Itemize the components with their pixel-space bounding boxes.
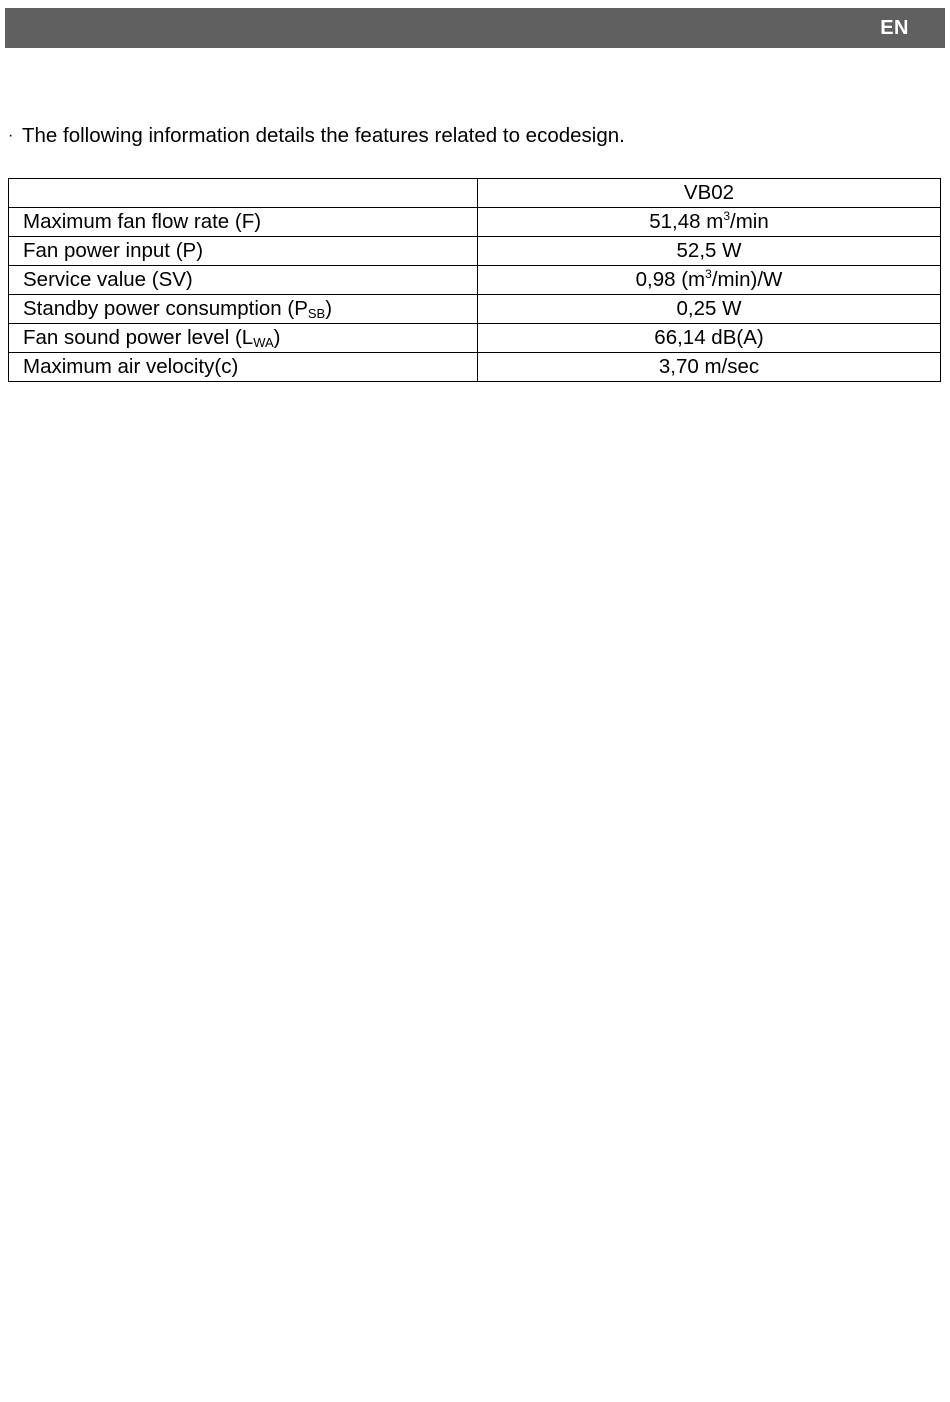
value-superscript: 3 [723,209,731,223]
row-value: 0,25 W [478,295,941,324]
table-row [9,324,941,353]
bullet-icon: · [8,127,14,144]
row-label: Service value (SV) [9,266,478,295]
table-header-row [9,179,941,208]
table-row [9,266,941,295]
label-subscript: WA [253,335,274,350]
value-text: /min)/W [711,268,783,291]
label-text: ) [273,326,281,349]
language-code: EN [880,17,909,39]
label-text: Fan sound power level (L [23,326,254,349]
row-value [478,266,941,295]
value-text: 51,48 m [649,210,724,233]
label-text: Standby power consumption (P [23,297,308,320]
table-header-empty-cell [9,179,478,208]
row-label: Maximum fan flow rate (F) [9,208,478,237]
row-value: 3,70 m/sec [478,353,941,382]
value-text: 0,98 (m [635,268,706,291]
label-subscript: SB [307,306,326,321]
intro-paragraph [8,124,625,148]
model-header-cell: VB02 [478,179,941,208]
table-row [9,208,941,237]
table-row [9,353,941,382]
row-label [9,295,478,324]
table-row [9,237,941,266]
row-value: 52,5 W [478,237,941,266]
row-label: Fan power input (P) [9,237,478,266]
row-value [478,208,941,237]
value-superscript: 3 [705,267,712,281]
row-label: Maximum air velocity(c) [9,353,478,382]
table-row [9,295,941,324]
language-header-bar [5,8,945,48]
value-text: /min [730,210,769,233]
intro-text: The following information details the features related to ecodesign. [22,124,625,147]
row-label [9,324,478,353]
ecodesign-spec-table [8,178,941,382]
row-value: 66,14 dB(A) [478,324,941,353]
label-text: ) [325,297,333,320]
